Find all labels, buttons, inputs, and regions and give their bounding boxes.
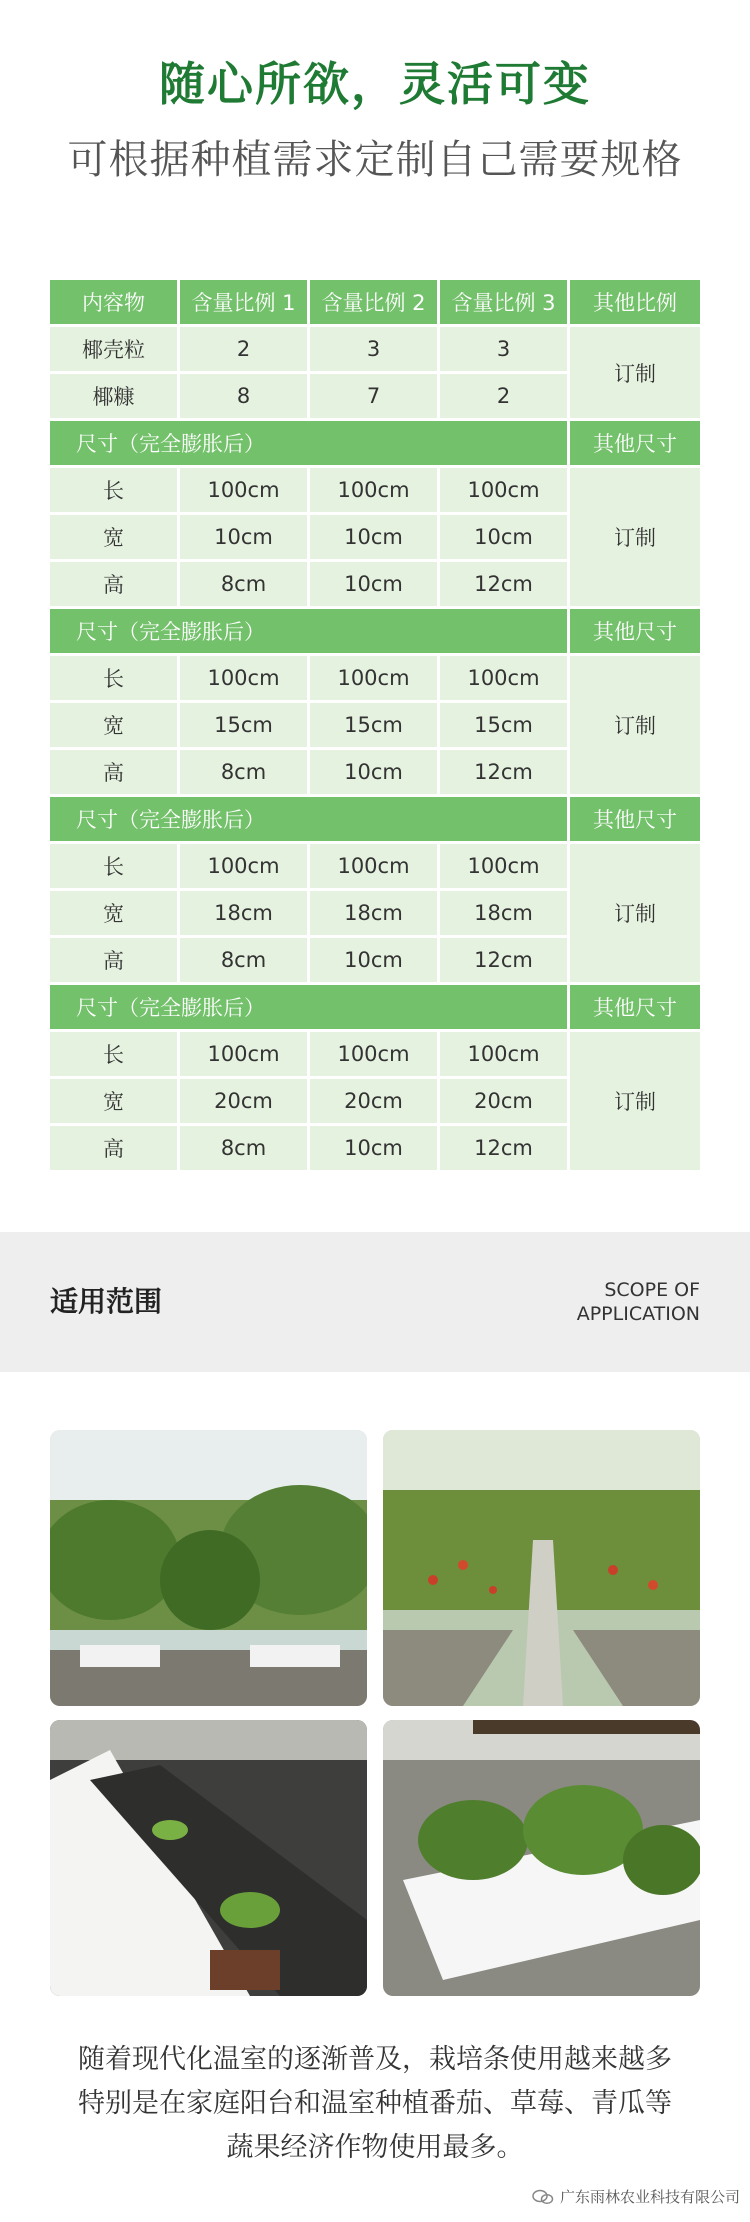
watermark (532, 2186, 740, 2207)
table-cell: 15cm (310, 703, 440, 750)
section-title: 尺寸（完全膨胀后） (50, 985, 570, 1032)
scope-english-line2: APPLICATION (576, 1303, 700, 1325)
size-section-header (50, 797, 700, 844)
table-cell: 长 (50, 844, 180, 891)
table-row (50, 891, 570, 938)
table-cell: 10cm (310, 515, 440, 562)
table-cell: 10cm (310, 1126, 440, 1173)
table-cell: 100cm (180, 1032, 310, 1079)
table-cell: 椰糠 (50, 374, 180, 421)
table-cell: 100cm (440, 468, 570, 515)
header-cell: 含量比例 3 (440, 280, 570, 327)
table-row (50, 938, 570, 985)
scope-english (577, 1278, 700, 1326)
scope-title: 适用范围 (50, 1285, 163, 1318)
table-cell: 12cm (440, 938, 570, 985)
table-cell: 18cm (310, 891, 440, 938)
table-cell: 20cm (440, 1079, 570, 1126)
scope-english-line1: SCOPE OF (604, 1279, 700, 1301)
section-other-title: 其他尺寸 (570, 797, 700, 844)
table-cell: 2 (440, 374, 570, 421)
table-cell: 高 (50, 938, 180, 985)
table-cell: 宽 (50, 703, 180, 750)
application-description (0, 2038, 750, 2170)
table-cell: 8cm (180, 1126, 310, 1173)
table-cell: 100cm (180, 844, 310, 891)
hero-title: 随心所欲，灵活可变 (159, 57, 591, 111)
table-cell: 8 (180, 374, 310, 421)
table-cell: 12cm (440, 1126, 570, 1173)
table-header-row (50, 280, 700, 327)
table-cell: 宽 (50, 891, 180, 938)
table-cell: 宽 (50, 1079, 180, 1126)
table-cell: 100cm (440, 1032, 570, 1079)
table-row (50, 1079, 570, 1126)
table-cell-merged: 订制 (570, 1032, 700, 1173)
table-cell: 18cm (440, 891, 570, 938)
header-cell: 其他比例 (570, 280, 700, 327)
table-cell: 100cm (310, 1032, 440, 1079)
table-cell: 10cm (440, 515, 570, 562)
table-row (50, 374, 570, 421)
description-line: 蔬果经济作物使用最多。 (226, 2132, 524, 2163)
table-cell: 20cm (310, 1079, 440, 1126)
section-other-title: 其他尺寸 (570, 609, 700, 656)
table-cell: 10cm (310, 562, 440, 609)
table-row (50, 1126, 570, 1173)
table-cell: 7 (310, 374, 440, 421)
table-cell-merged: 订制 (570, 327, 700, 421)
section-other-title: 其他尺寸 (570, 985, 700, 1032)
section-other-title: 其他尺寸 (570, 421, 700, 468)
table-cell: 高 (50, 750, 180, 797)
watermark-account: 广东雨林农业科技有限公司 (559, 2188, 740, 2206)
table-cell: 100cm (310, 844, 440, 891)
table-cell: 100cm (180, 468, 310, 515)
table-row (50, 703, 570, 750)
table-row (50, 844, 570, 891)
spec-table (50, 280, 700, 1173)
table-cell: 100cm (310, 468, 440, 515)
greenhouse-tomato-photo (383, 1430, 700, 1706)
table-cell: 100cm (310, 656, 440, 703)
section-title: 尺寸（完全膨胀后） (50, 609, 570, 656)
size-section-header (50, 609, 700, 656)
grow-bag-eggplant-photo (383, 1720, 700, 1996)
table-cell: 高 (50, 1126, 180, 1173)
table-cell: 12cm (440, 562, 570, 609)
wechat-icon (532, 2189, 554, 2205)
size-section-header (50, 985, 700, 1032)
table-cell: 100cm (440, 844, 570, 891)
table-cell: 10cm (310, 750, 440, 797)
content-block (50, 327, 700, 421)
table-cell: 15cm (180, 703, 310, 750)
table-cell: 2 (180, 327, 310, 374)
greenhouse-cucumber-photo (50, 1430, 367, 1706)
table-cell: 8cm (180, 938, 310, 985)
table-row (50, 750, 570, 797)
header-cell: 含量比例 1 (180, 280, 310, 327)
size-block (50, 844, 700, 985)
table-row (50, 327, 570, 374)
description-line: 随着现代化温室的逐渐普及，栽培条使用越来越多 (78, 2044, 672, 2075)
scope-banner (0, 1232, 750, 1372)
table-cell-merged: 订制 (570, 468, 700, 609)
table-cell: 18cm (180, 891, 310, 938)
table-cell: 10cm (310, 938, 440, 985)
table-cell-merged: 订制 (570, 844, 700, 985)
table-cell: 10cm (180, 515, 310, 562)
table-row (50, 468, 570, 515)
table-row (50, 515, 570, 562)
table-row (50, 562, 570, 609)
table-cell: 12cm (440, 750, 570, 797)
size-block (50, 1032, 700, 1173)
table-cell: 长 (50, 468, 180, 515)
hero-subtitle: 可根据种植需求定制自己需要规格 (67, 137, 683, 183)
table-cell: 3 (440, 327, 570, 374)
table-cell-merged: 订制 (570, 656, 700, 797)
grow-bag-seedling-photo (50, 1720, 367, 1996)
table-cell: 15cm (440, 703, 570, 750)
table-cell: 长 (50, 1032, 180, 1079)
size-section-header (50, 421, 700, 468)
table-cell: 20cm (180, 1079, 310, 1126)
header-cell: 含量比例 2 (310, 280, 440, 327)
size-block (50, 656, 700, 797)
table-cell: 长 (50, 656, 180, 703)
table-cell: 3 (310, 327, 440, 374)
table-row (50, 1032, 570, 1079)
table-cell: 8cm (180, 750, 310, 797)
size-block (50, 468, 700, 609)
table-cell: 宽 (50, 515, 180, 562)
section-title: 尺寸（完全膨胀后） (50, 797, 570, 844)
table-cell: 100cm (440, 656, 570, 703)
table-cell: 8cm (180, 562, 310, 609)
table-cell: 高 (50, 562, 180, 609)
description-line: 特别是在家庭阳台和温室种植番茄、草莓、青瓜等 (78, 2088, 672, 2119)
table-row (50, 656, 570, 703)
section-title: 尺寸（完全膨胀后） (50, 421, 570, 468)
table-cell: 椰壳粒 (50, 327, 180, 374)
header-cell: 内容物 (50, 280, 180, 327)
table-cell: 100cm (180, 656, 310, 703)
